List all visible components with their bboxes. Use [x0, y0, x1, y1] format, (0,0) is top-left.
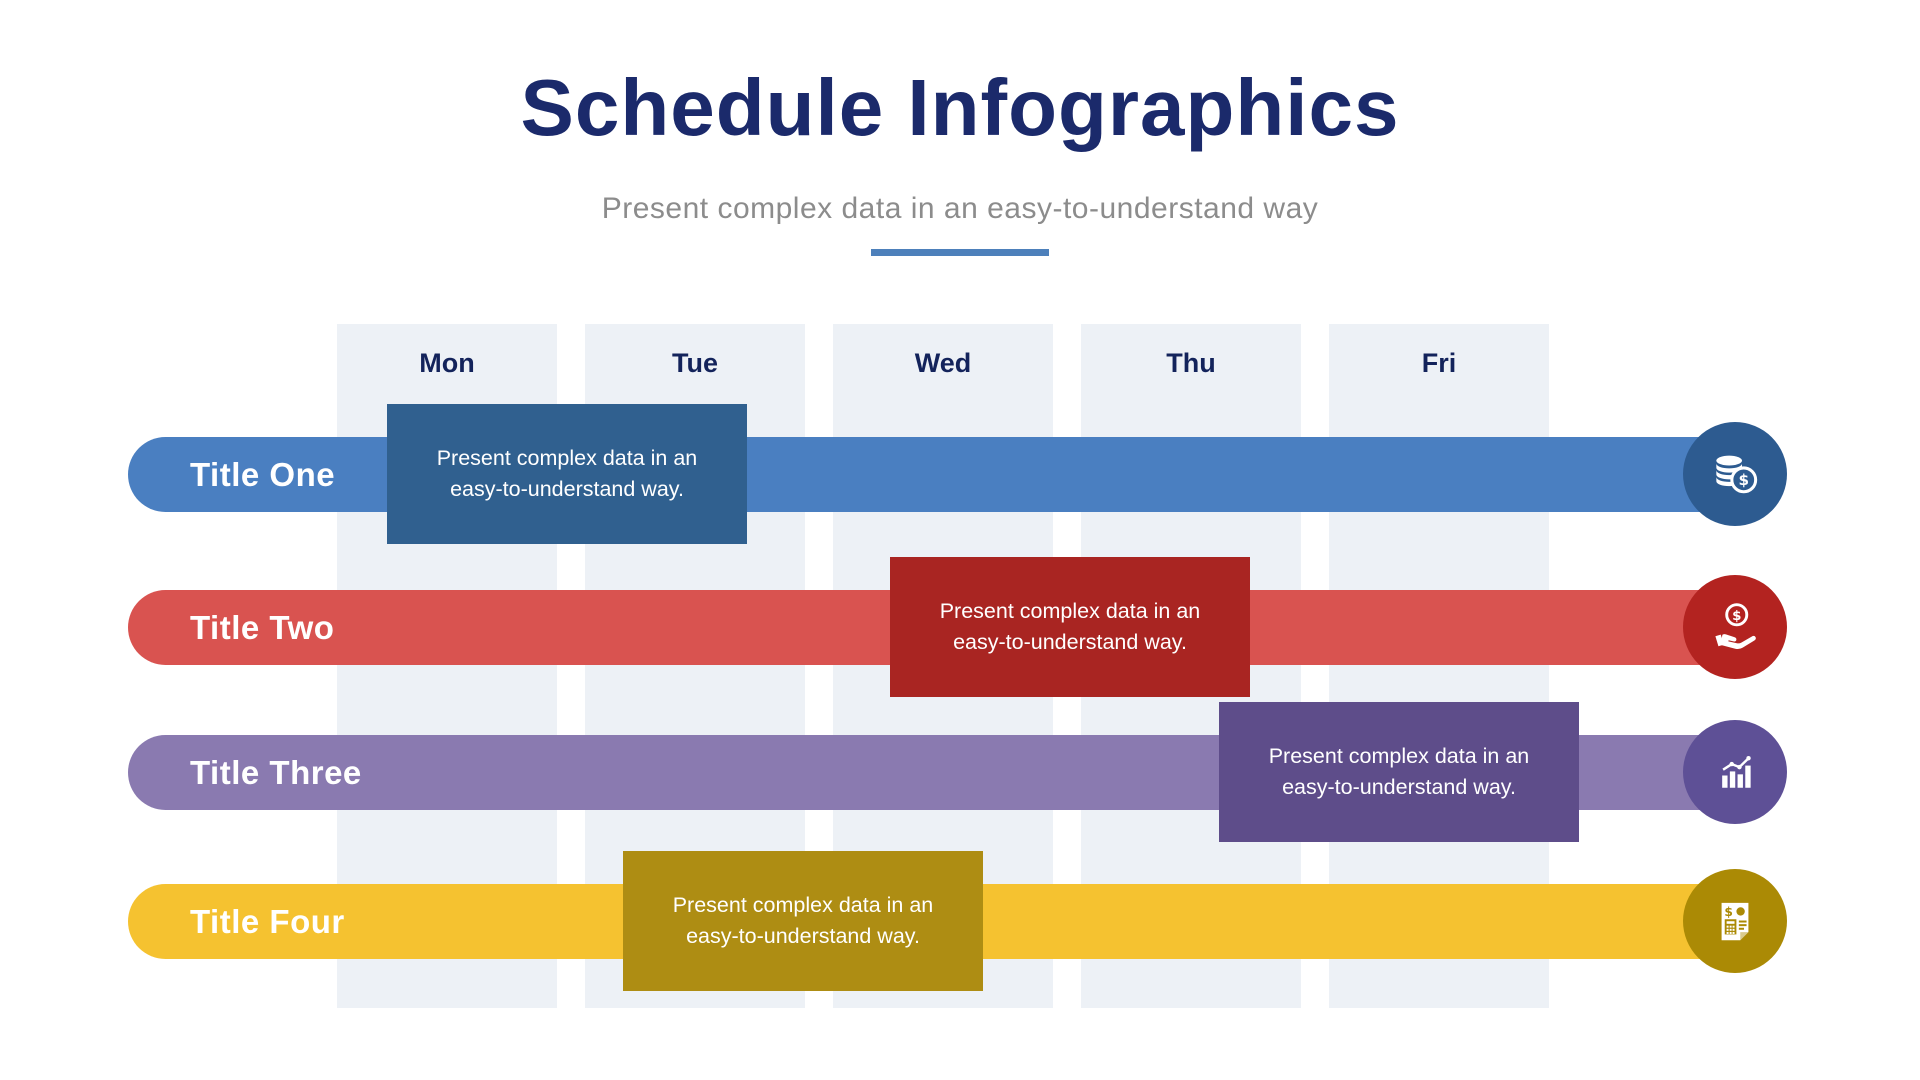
page-subtitle: Present complex data in an easy-to-understand way [601, 192, 1319, 225]
row-title: Title Two [190, 608, 335, 646]
day-label: Tue [672, 348, 718, 378]
svg-text:$: $ [1724, 904, 1733, 919]
row-bar [128, 437, 1748, 512]
svg-text:$: $ [1732, 608, 1742, 624]
row-description-box: Present complex data in an easy-to-understand way. [1219, 702, 1579, 842]
row-description-box: Present complex data in an easy-to-understand way. [890, 557, 1250, 697]
row-description-box: Present complex data in an easy-to-understand way. [387, 404, 747, 544]
day-label: Thu [1166, 348, 1216, 378]
page-title: Schedule Infographics [520, 63, 1400, 152]
row-title: Title One [190, 455, 336, 493]
row-title: Title Three [190, 753, 362, 791]
invoice-calculator-icon [1707, 893, 1763, 949]
day-label: Fri [1421, 348, 1457, 378]
day-label: Mon [419, 348, 475, 378]
day-label: Wed [914, 348, 972, 378]
row-icon-circle [1683, 422, 1787, 526]
row-icon-circle [1683, 575, 1787, 679]
coins-icon [1707, 446, 1763, 502]
row-title: Title Four [190, 902, 345, 940]
bar-chart-icon [1707, 744, 1763, 800]
row-icon-circle [1683, 720, 1787, 824]
hand-coin-icon [1707, 599, 1763, 655]
svg-text:$: $ [1738, 471, 1750, 490]
row-description-box: Present complex data in an easy-to-understand way. [623, 851, 983, 991]
title-underline-divider [871, 249, 1049, 256]
row-icon-circle [1683, 869, 1787, 973]
